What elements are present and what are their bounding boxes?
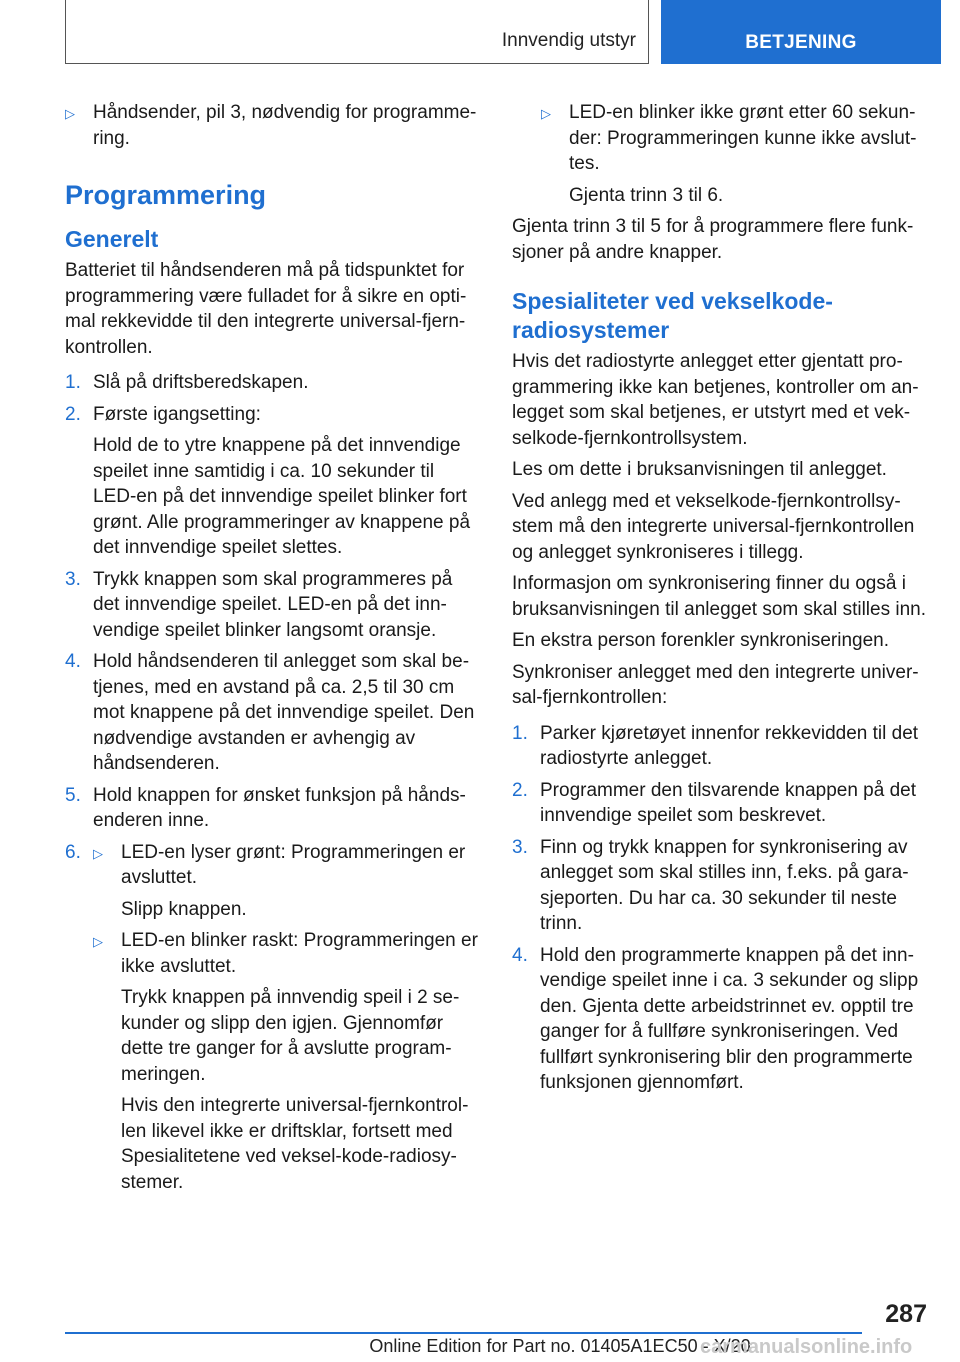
triangle-icon: ▷	[65, 106, 75, 121]
step-3: 3. Trykk knappen som skal programmeres på det innvendige speilet. LED-en på det innvendige speilet blinker langsomt oransje.	[65, 568, 453, 641]
left-column	[65, 100, 478, 1201]
step-6-bullet-green: ▷ LED-en lyser grønt: Programmeringen er avsluttet. Slipp knappen.	[93, 841, 466, 920]
sync-step-3: 3. Finn og trykk knappen for synkronisering av anlegget som skal stilles inn, f.eks. på garasjeporten. Du har ca. 30 sekunder til neste trinn.	[512, 836, 909, 934]
header-section-box	[65, 0, 649, 64]
triangle-icon: ▷	[93, 845, 103, 861]
section-title: Innvendig utstyr	[501, 30, 636, 51]
paragraph-6: Synkroniser anlegget med den integrerte universal-fjernkontrollen:	[512, 661, 919, 708]
page-number: 287	[885, 1300, 927, 1328]
paragraph-1: Hvis det radiostyrte anlegget etter gjentatt programmering ikke kan betjenes, kontroller om anlegget som skal betjenes, er utstyrt med et vekselkode-fjernkontrollsystem.	[512, 351, 919, 449]
bullet-no-green: ▷ LED-en blinker ikke grønt etter 60 sekunder: Programmeringen kunne ikke avsluttes. Gjenta trinn 3 til 6.	[541, 102, 917, 206]
step-6: 6. ▷ LED-en lyser grønt: Programmeringen er avsluttet. Slipp knappen. ▷ LED-en blinker raskt: Programmeringen er ikke avsluttet. Trykk knappen på innvendig speil i 2 sekunder og slipp den igjen. Gjennomfør dette tre ganger for å avslutte programmeringen. Hvis den integrerte universal-fjernkontrollen likevel ikke er driftsklar, fortsett med Spesialitetene ved veksel-kode-radiosystemer.	[65, 840, 478, 1196]
triangle-icon: ▷	[93, 934, 103, 949]
paragraph-4: Informasjon om synkronisering finner du også i bruksanvisningen til anlegget som skal stilles inn.	[512, 573, 926, 620]
step-2: 2. Første igangsetting: Hold de to ytre knappene på det innvendige speilet inne samtidig i ca. 10 sekunder til LED-en på det innvendige speilet blinker fort grønt. Alle programmeringer av knappene på det innvendige speilet slettes.	[65, 403, 471, 558]
chapter-tab	[661, 0, 941, 64]
step-6-bullet-blink: ▷ LED-en blinker raskt: Programmeringen er ikke avsluttet. Trykk knappen på innvendig speil i 2 sekunder og slipp den igjen. Gjennomfør dette tre ganger for å avslutte programmeringen. Hvis den integrerte universal-fjernkontrollen likevel ikke er driftsklar, fortsett med Spesialitetene ved veksel-kode-radiosystemer.	[93, 930, 478, 1193]
triangle-icon: ▷	[541, 106, 551, 121]
chapter-title: BETJENING	[745, 32, 857, 53]
step-1: 1. Slå på driftsberedskapen.	[65, 372, 309, 393]
intro-bullet: ▷ Håndsender, pil 3, nødvendig for programmering.	[65, 102, 477, 149]
sync-step-1: 1. Parker kjøretøyet innenfor rekkevidden til det radiostyrte anlegget.	[512, 722, 919, 769]
watermark: carmanualsonline.info	[700, 1336, 913, 1358]
paragraph-5: En ekstra person forenkler synkroniseringen.	[512, 630, 890, 651]
subheading-generelt: Generelt	[65, 226, 159, 252]
sync-step-2: 2. Programmer den tilsvarende knappen på det innvendige speilet som beskrevet.	[512, 779, 917, 826]
paragraph-battery: Batteriet til håndsenderen må på tidspunktet for programmering være fulladet for å sikre en optimal rekkevidde til den integrerte universal-fjernkontrollen.	[65, 260, 467, 358]
step-4: 4. Hold håndsenderen til anlegget som skal betjenes, med en avstand på ca. 2,5 til 30 cm mot knappene på det innvendige speilet. Den nødvendige avstanden er avhengig av håndsenderen.	[65, 651, 475, 774]
step-5: 5. Hold knappen for ønsket funksjon på håndsenderen inne.	[65, 784, 466, 831]
paragraph-3: Ved anlegg med et vekselkode-fjernkontrollsystem må den integrerte universal-fjernkontrollen og anlegget synkroniseres i tillegg.	[512, 490, 915, 563]
heading-spesialiteter: Spesialiteter ved vekselkoderadiosystemer	[512, 288, 833, 343]
sync-step-4: 4. Hold den programmerte knappen på det innvendige speilet inne i ca. 3 sekunder og slipp den. Gjenta dette arbeidstrinnet ev. opptil tre ganger for å fullføre synkroniseringen. Ved fullført synkronisering blir den programmerte funksjonen gjennomført.	[512, 944, 919, 1093]
edition-text: Online Edition for Part no. 01405A1EC50 - X/20	[369, 1336, 751, 1356]
paragraph-repeat: Gjenta trinn 3 til 5 for å programmere flere funksjoner på andre knapper.	[512, 216, 914, 263]
heading-programmering: Programmering	[65, 180, 267, 210]
paragraph-2: Les om dette i bruksanvisningen til anlegget.	[512, 459, 887, 480]
footer-divider	[65, 1332, 862, 1334]
right-column	[512, 100, 927, 1102]
